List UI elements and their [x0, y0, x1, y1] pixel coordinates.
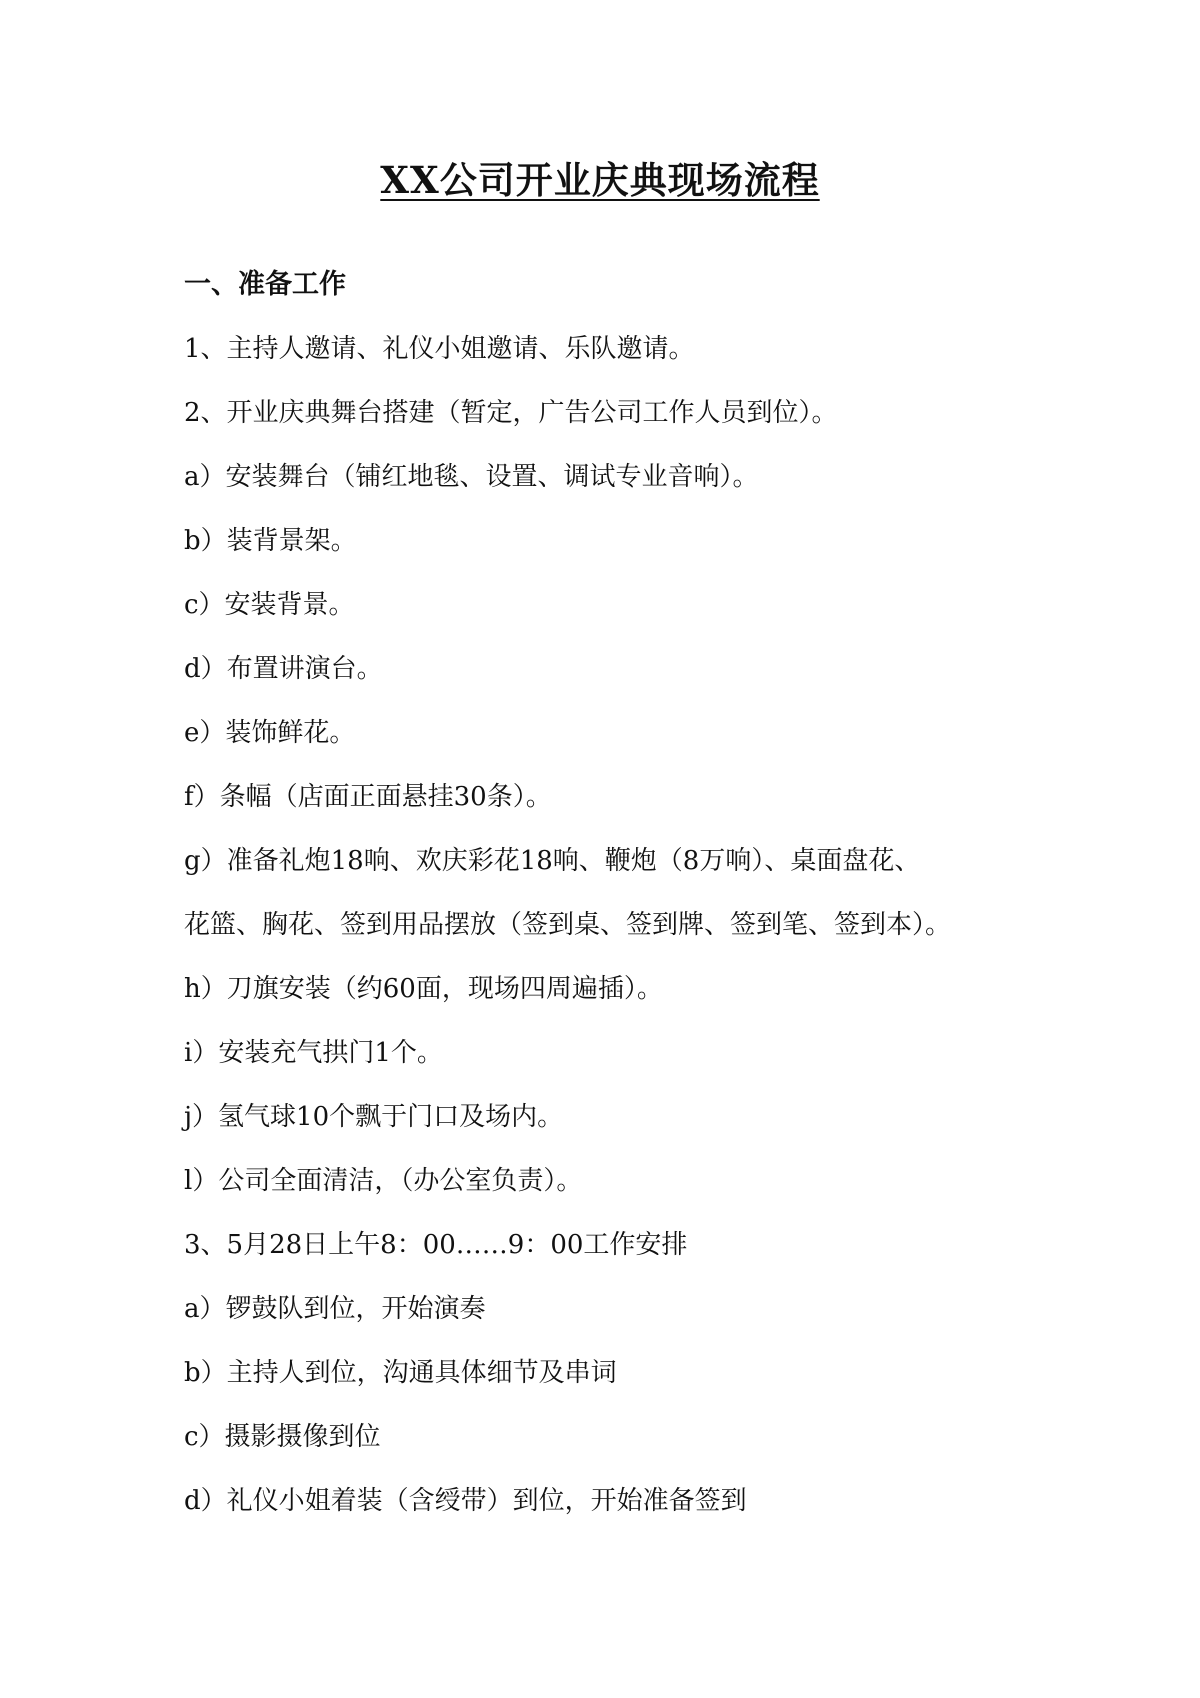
document-body [184, 268, 1034, 1548]
list-item: c）安装背景。 [184, 590, 355, 620]
list-item: i）安装充气拱门1个。 [184, 1038, 443, 1068]
list-item: e）装饰鲜花。 [184, 718, 356, 748]
list-item: b）主持人到位，沟通具体细节及串词 [184, 1358, 617, 1388]
list-item: f）条幅（店面正面悬挂30条）。 [184, 782, 552, 812]
list-item: 1、主持人邀请、礼仪小姐邀请、乐队邀请。 [184, 334, 695, 364]
list-item: a）安装舞台（铺红地毯、设置、调试专业音响）。 [184, 462, 759, 492]
section-heading: 一、准备工作 [184, 269, 346, 300]
list-item: g）准备礼炮18响、欢庆彩花18响、鞭炮（8万响）、桌面盘花、 [184, 846, 921, 876]
list-item: j）氢气球10个飘于门口及场内。 [184, 1102, 564, 1132]
list-item: 3、5月28日上午8：00……9：00工作安排 [184, 1230, 688, 1260]
list-item: 2、开业庆典舞台搭建（暂定，广告公司工作人员到位）。 [184, 398, 838, 428]
list-item: d）礼仪小姐着装（含绶带）到位，开始准备签到 [184, 1486, 747, 1516]
list-item: a）锣鼓队到位，开始演奏 [184, 1294, 486, 1324]
list-item: h）刀旗安装（约60面，现场四周遍插）。 [184, 974, 663, 1004]
list-item: l）公司全面清洁，（办公室负责）。 [184, 1166, 583, 1196]
document-title [0, 150, 1200, 204]
list-item: b）装背景架。 [184, 526, 357, 556]
list-item: c）摄影摄像到位 [184, 1422, 381, 1452]
document-title-text: XX公司开业庆典现场流程 [380, 158, 820, 202]
list-item: 花篮、胸花、签到用品摆放（签到桌、签到牌、签到笔、签到本）。 [184, 910, 952, 940]
list-item: d）布置讲演台。 [184, 654, 383, 684]
